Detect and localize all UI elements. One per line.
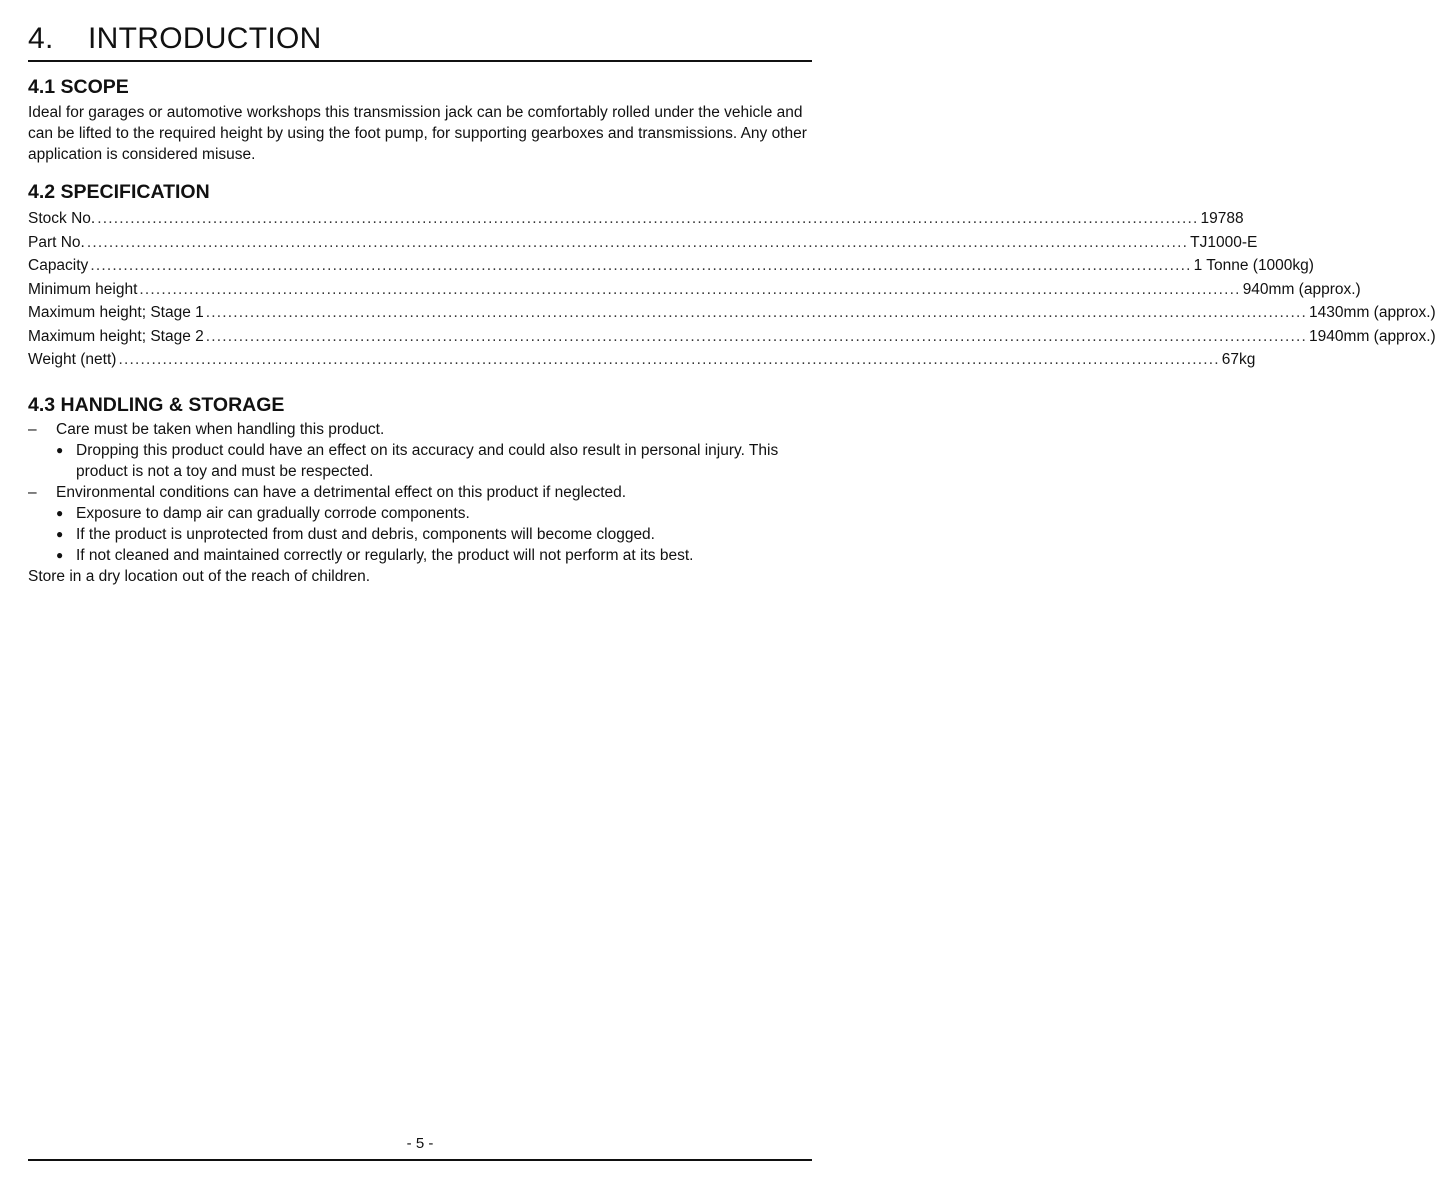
- dot-leader: ........................................................................................................................................................................................................: [205, 327, 1308, 345]
- spec-row: [28, 254, 1314, 278]
- chapter-divider: [28, 60, 812, 62]
- dot-leader: ........................................................................................................................................................................................................: [97, 210, 1199, 227]
- scope-text: Ideal for garages or automotive workshops this transmission jack can be comfortably rolled under the vehicle and can be lifted to the required height by using the foot pump, for supporting gearboxes and transmissions. Any other application is considered misuse.: [28, 104, 807, 163]
- dot-leader: ........................................................................................................................................................................................................: [86, 233, 1189, 251]
- manual-page: [28, 0, 1436, 1192]
- spec-value: 19788: [1200, 210, 1244, 227]
- spec-value: 1940mm (approx.): [1309, 327, 1436, 345]
- bullet-text: Dropping this product could have an effect on its accuracy and could also result in personal injury. This product is not a toy and must be respected.: [76, 442, 779, 480]
- spec-row: [28, 278, 1361, 302]
- bullet-text: If the product is unprotected from dust and debris, components will become clogged.: [76, 526, 655, 543]
- page-number: - 5 -: [406, 1135, 434, 1152]
- chapter-name: INTRODUCTION: [88, 22, 322, 55]
- bullet-item: [56, 524, 812, 545]
- bullet-icon: ●: [56, 506, 64, 520]
- spec-row: [28, 348, 1256, 372]
- spec-value: 67kg: [1221, 351, 1256, 368]
- spec-value: 940mm (approx.): [1242, 280, 1361, 298]
- list-item-text: Care must be taken when handling this product.: [56, 421, 385, 438]
- spec-label: Part No.: [28, 233, 85, 251]
- spec-label: Stock No.: [28, 210, 96, 227]
- spec-value: 1430mm (approx.): [1309, 304, 1436, 321]
- spec-value: TJ1000-E: [1190, 233, 1258, 251]
- spec-label: Maximum height; Stage 1: [28, 304, 204, 321]
- handling-section: [28, 419, 812, 587]
- bullet-icon: ●: [56, 443, 64, 457]
- dash-marker: –: [28, 421, 37, 438]
- spec-row: [28, 207, 1244, 231]
- dot-leader: ........................................................................................................................................................................................................: [205, 304, 1308, 321]
- spec-row: [28, 301, 1436, 325]
- spec-label: Minimum height: [28, 280, 138, 298]
- specification-table: [28, 207, 1436, 372]
- bullet-item: [56, 440, 812, 482]
- spec-label: Capacity: [28, 257, 89, 274]
- spec-row: [28, 231, 1258, 255]
- handling-heading: 4.3 HANDLING & STORAGE: [28, 394, 285, 416]
- scope-heading: 4.1 SCOPE: [28, 76, 129, 98]
- bullet-icon: ●: [56, 527, 64, 541]
- dot-leader: ........................................................................................................................................................................................................: [118, 351, 1220, 368]
- bullet-icon: ●: [56, 548, 64, 562]
- list-item-text: Environmental conditions can have a detrimental effect on this product if neglected.: [56, 484, 627, 501]
- list-item: [28, 419, 812, 482]
- list-item: [28, 482, 812, 566]
- dash-marker: –: [28, 484, 37, 501]
- footer-divider: [28, 1159, 812, 1161]
- bullet-item: [56, 545, 812, 566]
- spec-label: Maximum height; Stage 2: [28, 327, 204, 345]
- bullet-item: [56, 503, 812, 524]
- bullet-text: If not cleaned and maintained correctly or regularly, the product will not perform at its best.: [76, 547, 694, 564]
- chapter-title: [28, 20, 812, 58]
- spec-row: [28, 325, 1436, 349]
- storage-note: Store in a dry location out of the reach of children.: [28, 568, 371, 585]
- specification-heading: 4.2 SPECIFICATION: [28, 181, 210, 203]
- spec-value: 1 Tonne (1000kg): [1193, 257, 1314, 274]
- spec-label: Weight (nett): [28, 351, 117, 368]
- bullet-text: Exposure to damp air can gradually corrode components.: [76, 505, 470, 522]
- dot-leader: ........................................................................................................................................................................................................: [90, 257, 1192, 274]
- dot-leader: ........................................................................................................................................................................................................: [139, 280, 1241, 298]
- chapter-number: 4.: [28, 22, 54, 55]
